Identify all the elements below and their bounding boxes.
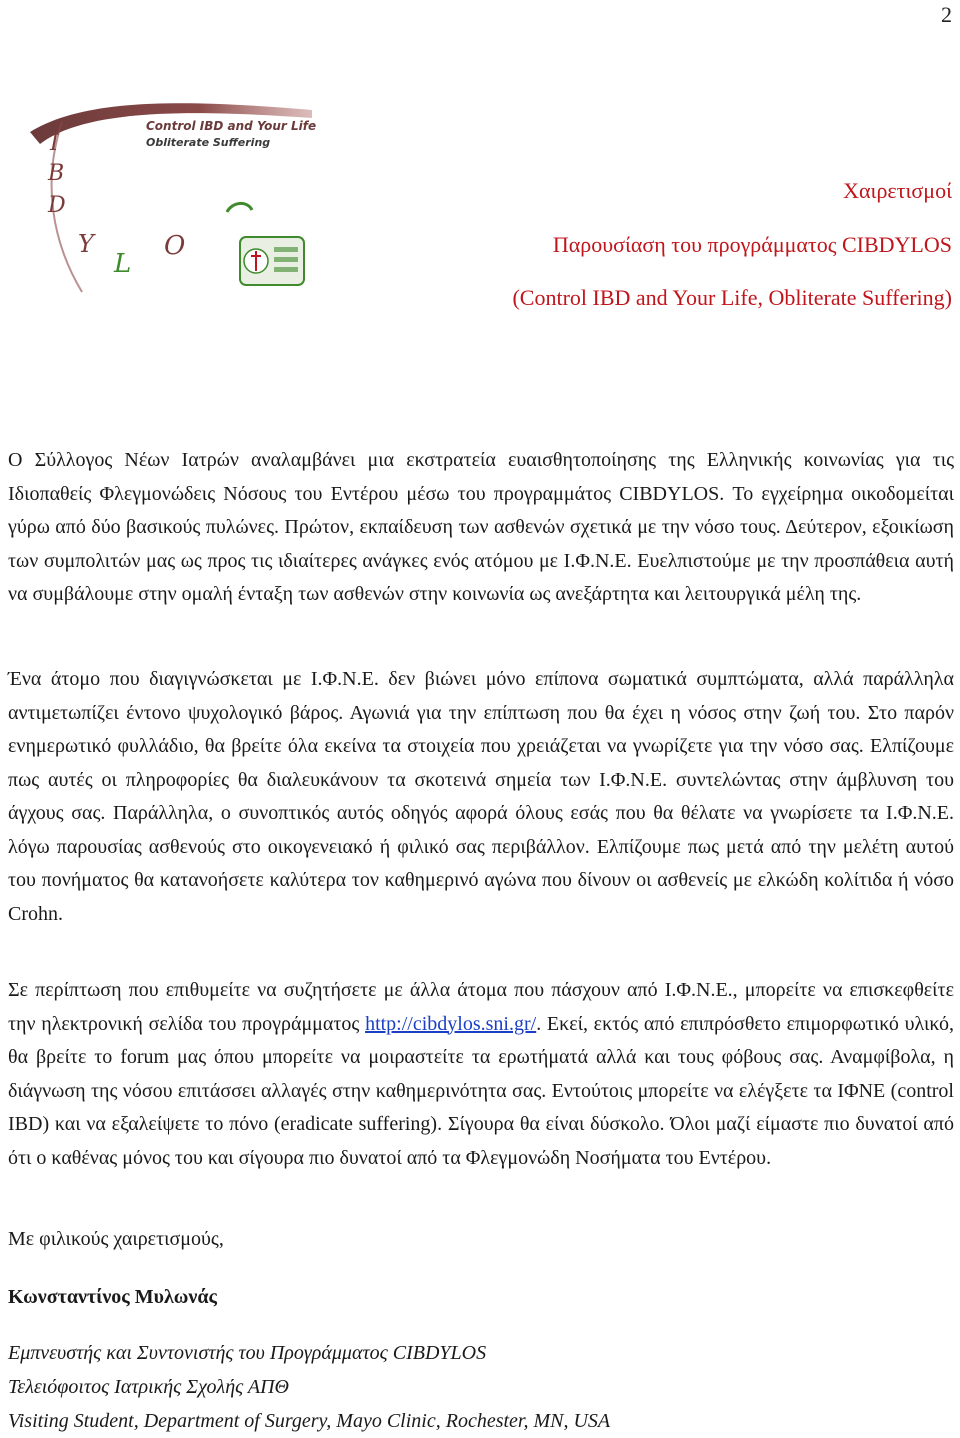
logo-emblem [240,237,304,285]
paragraph-website [8,974,954,1175]
signature-role: Εμπνευστής και Συντονιστής του Προγράμματος CIBDYLOS [8,1342,487,1364]
paragraph-website-before: Σε περίπτωση που επιθυμείτε να συζητήσετε με άλλα άτομα που πάσχουν από Ι.Φ.Ν.Ε., μπορείτε να επισκεφθείτε την ηλεκτρονική σελίδα του προγράμματος [8,979,954,1035]
logo-letter-y: Y [78,230,94,258]
closing-text: Με φιλικούς χαιρετισμούς, [8,1228,224,1250]
logo-letter-d: D [48,193,66,218]
logo-letter-o: O [164,231,186,261]
logo-letter-i: I [50,131,59,156]
cibdylos-logo [22,92,322,304]
program-title: Παρουσίαση του προγράμματος CIBDYLOS [552,232,952,257]
paragraph-purpose-text: Ένα άτομο που διαγιγνώσκεται με Ι.Φ.Ν.Ε. δεν βιώνει μόνο επίπονα σωματικά συμπτώματα, αλλά παράλληλα αντιμετωπίζει έντονο ψυχολογικό βάρος. Αγωνιά για την επίπτωση που θα έχει η νόσος στην ζωή του. Στο παρόν ενημερωτικό φυλλάδιο, θα βρείτε όλα εκείνα τα στοιχεία που χρειάζεται να γνωρίζετε για την νόσο σας. Ελπίζουμε πως αυτές οι πληροφορίες θα διαλευκάνουν τα σκοτεινά σημεία των Ι.Φ.Ν.Ε. συντελώντας στην άμβλυνση του άγχους σας. Παράλληλα, ο συνοπτικός αυτός οδηγός αφορά όλους εσάς που θα θέλατε να γνωρίσετε τα Ι.Φ.Ν.Ε. λόγω παρουσίας ασθενούς στο οικογενειακό ή φιλικό σας περιβάλλον. Ελπίζουμε πως μετά από την μελέτη αυτού του πονήματος θα κατανοήσετε καλύτερα τον καθημερινό αγώνα που δίνουν οι ασθενείς με ελκώδη κολίτιδα ή νόσο Crohn. [8,668,954,925]
signature-affiliation: Visiting Student, Department of Surgery, Mayo Clinic, Rochester, MN, USA [8,1410,611,1432]
paragraph-website-after: . Εκεί, εκτός από επιπρόσθετο επιμορφωτικό υλικό, θα βρείτε το forum μας όπου μπορείτε να μοιραστείτε τα ερωτήματά αλλά και τους φόβους σας. Αναμφίβολα, η διάγνωση της νόσου επιτάσσει αλλαγές στην καθημερινότητα σας. Εντούτοις μπορείτε να ελέγξετε τα ΙΦΝΕ (control IBD) και να εξαλείψετε το πόνο (eradicate suffering). Σίγουρα θα είναι δύσκολο. Όλοι μαζί είμαστε πιο δυνατοί από ότι ο καθένας μόνος του και σίγουρα πιο δυνατοί από τα Φλεγμονώδη Νοσήματα του Εντέρου. [8,1012,954,1169]
logo-tagline-1: Control IBD and Your Life [146,119,317,133]
paragraph-intro-text: Ο Σύλλογος Νέων Ιατρών αναλαμβάνει μια εκστρατεία ευαισθητοποίησης της Ελληνικής κοινωνίας για τις Ιδιοπαθείς Φλεγμονώδεις Νόσους του Εντέρου μέσω του προγραμμάτος CIBDYLOS. Το εγχείρημα οικοδομείται γύρω από δύο βασικούς πυλώνες. Πρώτον, εκπαίδευση των ασθενών σχετικά με την νόσο τους. Δεύτερον, εξοικίωση των συμπολιτών μας ως προς τις ιδιαίτερες ανάγκες ενός ατόμου με Ι.Φ.Ν.Ε. Ευελπιστούμε με την προσπάθεια αυτή να συμβάλουμε στην ομαλή ένταξη των ασθενών στην κοινωνία ως ανεξάρτητα και λειτουργικά μέλη της. [8,449,954,605]
greeting-heading: Χαιρετισμοί [843,178,952,203]
logo-letter-b: B [48,161,65,186]
signature-block [8,1336,610,1438]
program-subtitle: (Control IBD and Your Life, Obliterate Suffering) [512,285,952,310]
logo-tagline-2: Obliterate Suffering [146,136,271,149]
paragraph-intro [8,444,954,612]
page-number: 2 [941,2,952,27]
paragraph-purpose [8,663,954,931]
logo-letter-l: L [114,249,132,279]
signature-school: Τελειόφοιτος Ιατρικής Σχολής ΑΠΘ [8,1376,289,1398]
paragraph-website-text [8,974,954,1175]
website-link[interactable]: http://cibdylos.sni.gr/ [365,1012,537,1035]
signer-name: Κωνσταντίνος Μυλωνάς [8,1286,217,1308]
